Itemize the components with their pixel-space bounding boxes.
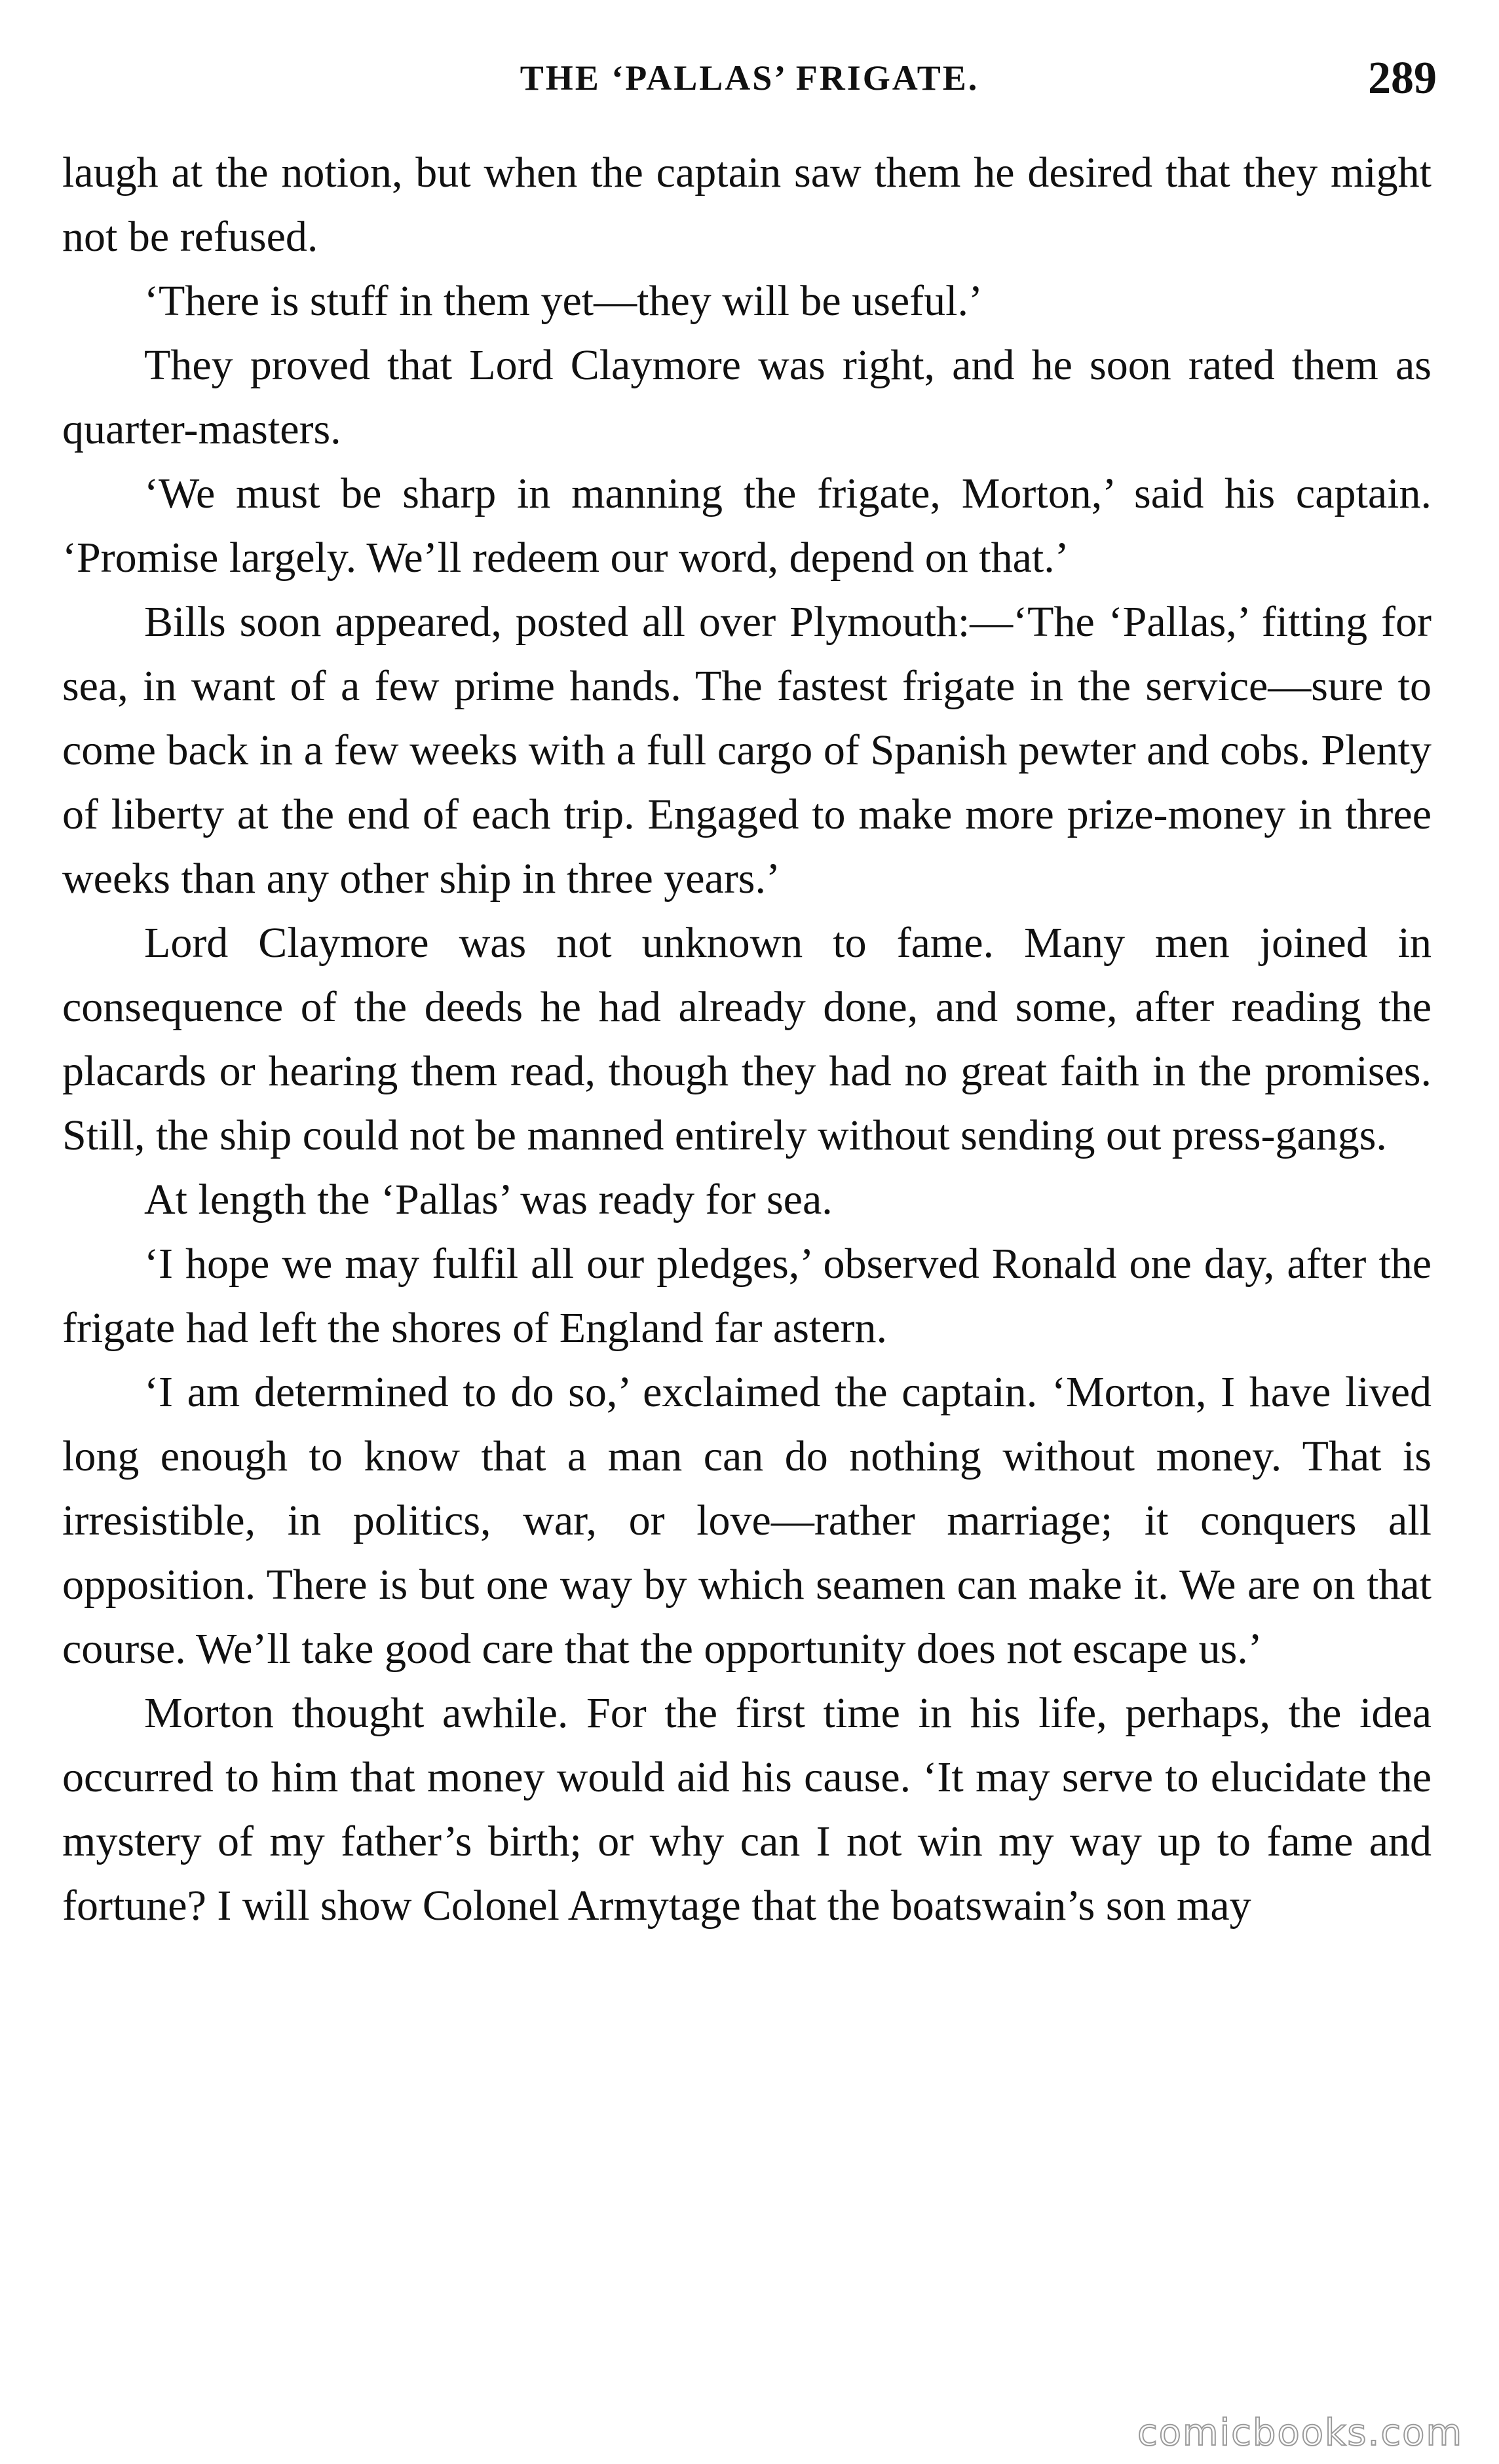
paragraph-5: Bills soon appeared, posted all over Plymouth:—‘The ‘Pallas,’ fitting for sea, in want of a few prime hands. The fastest frigate in the service—sure to come back in a few weeks with a full cargo of Spanish pewter and cobs. Plenty of liberty at the end of each trip. Engaged to make more prize-money in three weeks than any other ship in three years.’ <box>62 598 1432 903</box>
paragraph-9: ‘I am determined to do so,’ exclaimed the captain. ‘Morton, I have lived long enough to know that a man can do nothing without money. That is irresistible, in politics, war, or love—rather marriage; it conquers all opposition. There is but one way by which seamen can make it. We are on that course. We’ll take good care that the opportunity does not escape us.’ <box>62 1368 1432 1673</box>
paragraph-7: At length the ‘Pallas’ was ready for sea. <box>144 1176 833 1223</box>
running-title: THE ‘PALLAS’ FRIGATE. <box>520 58 979 98</box>
paragraph-6: Lord Claymore was not unknown to fame. Many men joined in consequence of the deeds he had already done, and some, after reading the placards or hearing them read, though they had no great faith in the promises. Still, the ship could not be manned entirely without sending out press-gangs. <box>62 919 1432 1159</box>
paragraph-8: ‘I hope we may fulfil all our pledges,’ observed Ronald one day, after the frigate had left the shores of England far astern. <box>62 1240 1432 1352</box>
page-number: 289 <box>1368 53 1437 103</box>
paragraph-10: Morton thought awhile. For the first time in his life, perhaps, the idea occurred to him that money would aid his cause. ‘It may serve to elucidate the mystery of my father’s birth; or why can I not win my way up to fame and fortune? I will show Colonel Armytage that the boatswain’s son may <box>62 1689 1432 1930</box>
paragraph-2: ‘There is stuff in them yet—they will be useful.’ <box>144 277 983 325</box>
watermark: comicbooks.com <box>1137 2412 1463 2454</box>
paragraph-1: laugh at the notion, but when the captain saw them he desired that they might not be refused. <box>62 149 1432 261</box>
running-head <box>62 52 1437 124</box>
body-text <box>62 141 1432 1938</box>
paragraph-4: ‘We must be sharp in manning the frigate, Morton,’ said his captain. ‘Promise largely. We’ll redeem our word, depend on that.’ <box>62 470 1432 582</box>
paragraph-3: They proved that Lord Claymore was right, and he soon rated them as quarter-masters. <box>62 341 1432 453</box>
